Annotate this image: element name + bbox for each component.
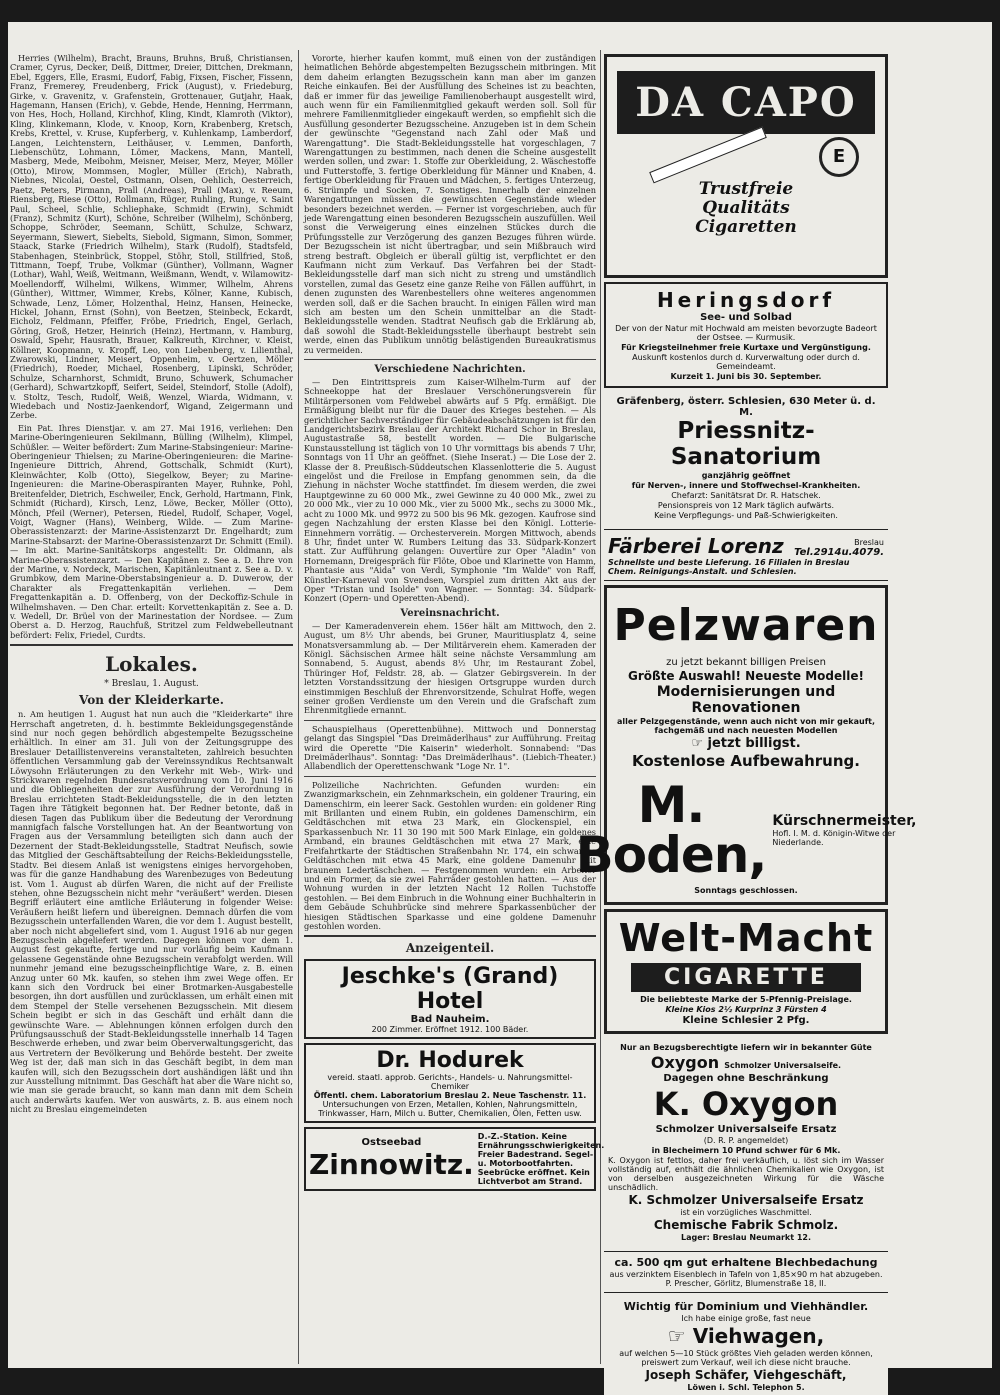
pointing-hand-icon: ☞ — [667, 1324, 686, 1348]
cigarette-icon — [649, 127, 767, 184]
viehwagen-addr: Löwen i. Schl. Telephon 5. — [687, 1383, 805, 1392]
slogan-line: Trustfreie — [698, 179, 794, 199]
heringsdorf-text: Auskunft kostenlos durch d. Kurverwaltung oder durch d. Gemeindeamt. — [632, 353, 860, 371]
oxygon-sub: Schmolzer Universalseife. — [724, 1061, 842, 1070]
ad-dacapo — [604, 54, 888, 278]
pelzwaren-price-note: jetzt billigst. — [707, 736, 801, 751]
priessnitz-title: Priessnitz-Sanatorium — [670, 418, 822, 470]
priessnitz-text: für Nerven-, innere und Stoffwechsel-Krankheiten. — [631, 481, 861, 490]
pelzwaren-title: Pelzwaren — [613, 600, 879, 651]
weltmacht-band: CIGARETTE — [631, 963, 861, 992]
section-divider — [10, 644, 293, 646]
news-items: — Den Eintrittspreis zum Kaiser-Wilhelm-Turm auf der Schneekoppe hat der Breslauer Verschönerungsverein für Militärpersonen vom Feldwebel abwärts auf 5 Pfg. ermäßigt. Die Ermäßigung bleibt nur für die Dauer des Krieges bestehen. — Als gerichtlicher Sachverständiger für Gebäudeabschätzungen ist für den Landgerichtsbezirk Breslau der Architekt Richard Schor in Breslau, Augustastraße 58, bestellt worden. — Die Bulgarische Kunstausstellung ist täglich von 10 Uhr vormittags bis abends 7 Uhr, Sonntags von 11 Uhr an geöffnet. (Siehe Inserat.) — Die Lose der 2. Klasse der 8. Preußisch-Süddeutschen Klassenlotterie die 5. August eingelöst und die Freilose in Empfang genommen sein, da die Ziehung in nächster Woche stattfindet. Im diesem werden, die zwei Hauptgewinne zu 60 000 Mk., zwei Gewinne zu 40 000 Mk., zwei zu 20 000 Mk., vier zu 10 000 Mk., vier zu 5000 Mk., sechs zu 3000 Mk., acht zu 1000 Mk. und 9972 zu 500 bis 96 Mk. gezogen. Kaufrose sind gegen Nachzahlung der ersten Klasse bei den Königl. Lotterie-Einnehmern vorrätig. — Orchesterverein. Morgen Mittwoch, abends 8 Uhr, findet unter W. Rumbers Leitung das 33. Südpark-Konzert statt. Zur Aufführung gelangen: Ouvertüre zur Oper "Aladin" von Hornemann, Dreigespräch für Flöte, Oboe und Klarinette von Hamm, Phantasie aus "Aida" von Verdi, Symphonie "Im Walde" von Raff, Künstler-Karneval von Svendsen, Vorspiel zum dritten Akt aus der Oper "Tristan und Isolde" von Wagner. — Sonntag: 34. Südpark-Konzert (Opern- und Operetten-Abend). — [304, 377, 596, 604]
ad-hotel — [304, 959, 596, 1039]
zinnowitz-name: Zinnowitz. — [309, 1148, 474, 1182]
heringsdorf-text: Für Kriegsteilnehmer freie Kurtaxe und Vergünstigung. — [621, 343, 871, 352]
viehwagen-title-line — [606, 1324, 886, 1348]
pelzwaren-text — [613, 736, 879, 751]
column-middle — [304, 53, 605, 1364]
boden-sunday: Sonntags geschlossen. — [694, 886, 798, 895]
oxygon-text: Schmolzer Universalseife Ersatz — [655, 1124, 837, 1135]
divider — [304, 776, 596, 777]
hotel-info: 200 Zimmer. Eröffnet 1912. 100 Bäder. — [371, 1025, 529, 1035]
priessnitz-text: Keine Verpflegungs- und Paß-Schwierigkeiten. — [654, 511, 838, 520]
heringsdorf-sub: See- und Solbad — [700, 312, 792, 323]
viehwagen-firm: Joseph Schäfer, Viehgeschäft, — [645, 1368, 847, 1382]
column-left — [10, 54, 293, 1364]
heringsdorf-season: Kurzeit 1. Juni bis 30. September. — [670, 372, 822, 381]
oxygon-text: ist ein vorzügliches Waschmittel. — [680, 1208, 812, 1217]
heringsdorf-title: Heringsdorf — [656, 288, 836, 312]
weltmacht-price: Kleine Schlesier 2 Pfg. — [682, 1015, 810, 1026]
ad-oxygon — [604, 1038, 888, 1247]
pelzwaren-text: aller Pelzgegenstände, wenn auch nicht von mir gekauft, fachgemäß und nach neuesten Modellen — [616, 717, 876, 735]
priessnitz-text: Chefarzt: Sanitätsrat Dr. R. Hatschek. — [671, 491, 821, 500]
graefenberg-line: Gräfenberg, österr. Schlesien, 630 Meter ü. d. M. — [616, 396, 876, 418]
promotion-notice: Ein Pat. Ihres Dienstjar. v. am 27. Mai 1916, verliehen: Den Marine-Oberingenieuren Sekilmann, Bülling (Wilhelm), Klimpel, Schüßler. — Weiter befördert: Zum Marine-Stabsingenieur: Marine-Oberingenieur Thielsen; zu Marine-Oberingenieuren: die Marine-Ingenieure Dittrich, Ahrend, Gottschalk, Schmidt (Kurt), Kleinwächter, Kolb (Otto), Siegelkow, Beyer; zu Marine-Ingenieuren: die Marine-Oberaspiranten Mayer, Ruhnke, Pohl, Breitenfelder, Dietrich, Eschweiler, Enck, Gerhold, Hartmann, Fink, Schmidt (Richard), Kirsch, Lenz, Löwe, Becker, Möller (Otto), Mönch, Pfeil (Werner), Petersen, Riedel, Rudolf, Schaper, Vogel, Voigt, Wagner (Hans), Weinberg, Wilde. — Zum Marine-Oberassistenzarzt: der Marine-Assistenzarzt Dr. Engelhardt; zum Marine-Stabsarzt: der Marine-Oberassistenzarzt Dr. Schmitt (Emil). — Im akt. Marine-Sanitätskorps angestellt: Dr. Oldmann, als Marine-Oberassistenzarzt. — Den Kapitänen z. See a. D. Ihre von der Marine, v. Nordeck, Marischen, Kapitänleutnant z. See a. D. v. Grumbkow, dem Marine-Oberstabsingenieur a. D. Duwerow, der Charakter als Fregattenkapitän verliehen. — Dem Fregattenkapitän a. D. Offenberg, von der Deckoffiz-Schule in Wilhelmshaven. — Den Char. erteilt: Korvettenkapitän z. See a. D. v. Wedell, Dr. Brüel von der Marinestation der Nordsee. — Zum Oberst a. D. Herzog, Rauchfuß, Stritzel zum Feldwebelleutnant befördert: Felix, Friedel, Curdts. — [10, 422, 293, 640]
priessnitz-text: Pensionspreis von 12 Mark täglich aufwärts. — [657, 501, 835, 510]
oxygon-text: Chemische Fabrik Schmolz. — [653, 1218, 839, 1232]
ad-viehwagen — [604, 1297, 888, 1395]
oxygon-text: (D. R. P. angemeldet) — [703, 1136, 789, 1145]
pointing-hand-icon: ☞ — [691, 736, 703, 751]
theater-news: Schauspielhaus (Operettenbühne). Mittwoch und Donnerstag gelangt das Singspiel "Das Dreimäderlhaus" zur Aufführung. Freitag wird die Operette "Die Kaiserin" wiederholt. Sonnabend: "Das Dreimäderlhaus". Sonntag: "Das Dreimäderlhaus". (Liebich-Theater.) Allabendlich der Operettenschwank "Loge Nr. 1". — [304, 723, 596, 772]
faerberei-line: Chem. Reinigungs-Anstalt. und Schlesien. — [608, 567, 797, 576]
hotel-name: Jeschke's (Grand) Hotel — [341, 964, 559, 1015]
hodurek-line3: Untersuchungen von Erzen, Metallen, Kohlen, Nahrungsmitteln, Trinkwasser, Harn, Milch u. Butter, Chemikalien, Ölen, Fetten usw. — [318, 1100, 582, 1119]
oxygon-text: Dagegen ohne Beschränkung — [663, 1073, 829, 1084]
personnel-list: Herries (Wilhelm), Bracht, Brauns, Bruhns, Bruß, Christiansen, Cramer, Cyrus, Decker, Deiß, Dittmer, Dreier, Dittchen, Drekmann, Ebel, Eggers, Elle, Erasmi, Eudorf, Fabig, Fixsen, Fischer, Fissenn, Franz, Fremerey, Freudenberg, Frick (August), v. Friedeburg, Girke, v. Gravenitz, v. Grafenstein, Grottenauer, Gutjahr, Haak, Hagemann, Hansen (Erich), v. Gebde, Hende, Henning, Herrmann, von Hes, Hoch, Holland, Kirchhof, Kling, Kindt, Klamroth (Viktor), Kling, Klinkemann, Klode, v. Knoop, Korn, Krabenberg, Kretsch, Krebs, Krettel, v. Kruse, Kupferberg, v. Kuhlenkamp, Lamberdorf, Langen, Leichtenstern, Leithäuser, v. Lemmen, Danforth, Liebenschütz, Lohmann, Lömer, Mackens, Mann, Mantell, Masberg, Mede, Meibohm, Meisner, Meiser, Merz, Meyer, Möller (Otto), Mirow, Mommsen, Mogler, Müller (Erich), Nabrath, Niebnes, Nicolai, Oestel, Ostmann, Olsen, Oehlich, Oesterreich, Paetz, Peters, Pirmann, Prall (Andreas), Prall (Max), v. Reeum, Riensberg, Riese (Otto), Rollmann, Rüger, Ruhling, Runge, v. Saint Paul, Scheel, Schlie, Schliephake, Schmidt (Erwin), Schmidt (Franz), Schmitz (Kurt), Schöne, Schreiber (Wilhelm), Schönberg, Schoppe, Schröder, Seemann, Schütt, Schulze, Schwarz, Seyermann, Siewert, Siebelts, Siebold, Sigmann, Simon, Sommer, Staack, Starke (Friedrich Wilhelm), Stark (Rudolf), Stadtsfeld, Stabenhagen, Steinbrück, Stoppel, Stöhr, Stoll, Stillfried, Stoß, Tittmann, Toepf, Trube, Volkmar (Günther), Vollmann, Wagner (Lothar), Wahl, Weiß, Weitmann, Weißmann, Wendt, v. Wilamowitz-Moellendorff, Wilhelmi, Wilkens, Wimmer, Wilhelm, Ahrens (Günther), Wittmer, Wimmer, Krebs, Kölner, Kanne, Kubisch, Schwade, Lenz, Lömer, Holzenthal, Heinz, Hansen, Heinecke, Hickel, Johann, Ernst (Sohn), von Beetzen, Steinbeck, Eckardt, Eicholz, Feldmann, Pfeiffer, Fröbe, Friedrich, Engel, Gerlach, Göring, Groß, Hetzer, Heinrich (Heinz), Hertmann, v. Hamburg, Oswald, Spehr, Hausrath, Brauer, Kalkreuth, Kirchner, v. Kleist, Köllner, Koopmann, v. Kropff, Leo, von Liebenberg, v. Lilienthal, Zwarowski, Lindner, Meisert, Oppenheim, v. Oertzen, Möller (Friedrich), Roeder, Michael, Rosenberg, Lipinski, Schröder, Schulze, Scharnhorst, Schmidt, Bruno, Schuwerk, Schumacher (Gerhard), Schwartzkopff, Seifert, Seidel, Steindorf, Stolle (Adolf), v. Stoltz, Tesch, Rudolf, Weiß, Wenzel, Wiarda, Widmann, v. Wiedebach und Nostiz-Jaenkendorf, Wigand, Zeigermann und Zerbe. — [10, 53, 293, 421]
dacapo-slogan — [611, 180, 881, 237]
section-title-verschiedenes: Verschiedene Nachrichten. — [374, 364, 526, 375]
oxygon-line — [608, 1053, 884, 1072]
column-right — [575, 54, 917, 1392]
faerberei-tel: Tel.2914u.4079. — [794, 547, 884, 558]
priessnitz-text: ganzjährig geöffnet — [701, 471, 791, 480]
divider — [304, 720, 596, 721]
section-title-anzeigen: Anzeigenteil. — [405, 941, 495, 956]
ad-pelzwaren — [575, 585, 917, 905]
ad-heringsdorf — [604, 282, 888, 388]
viehwagen-text: auf welchen 5—10 Stück größtes Vieh geladen werden können, preiswert zum Verkauf, weil ich diese nicht brauche. — [619, 1349, 873, 1367]
hodurek-line1: vereid. staatl. approb. Gerichts-, Handels- u. Nahrungsmittel-Chemiker — [327, 1073, 573, 1092]
slogan-line: Cigaretten — [695, 217, 797, 237]
blech-text: ca. 500 qm gut erhaltene Blechbedachung — [614, 1256, 878, 1269]
article-title: Von der Kleiderkarte. — [79, 693, 224, 708]
slogan-line: Qualitäts — [702, 198, 790, 218]
divider — [304, 935, 596, 937]
viehwagen-title: Viehwagen, — [692, 1324, 825, 1348]
dacapo-emblem: E — [819, 137, 859, 177]
heringsdorf-text: Der von der Natur mit Hochwald am meisten bevorzugte Badeort der Ostsee. — Kurmusik. — [615, 324, 877, 342]
column-rule — [298, 50, 299, 1364]
pelzwaren-text: Kostenlose Aufbewahrung. — [632, 752, 860, 770]
ad-zinnowitz — [304, 1127, 605, 1191]
hotel-place: Bad Nauheim. — [410, 1014, 490, 1026]
faerberei-city: Breslau — [854, 538, 884, 547]
faerberei-name: Färberei Lorenz — [608, 534, 784, 558]
boden-name: M. Boden, — [575, 776, 767, 884]
viehwagen-sub: Ich habe einige große, fast neue — [681, 1314, 811, 1323]
oxygon-text: Nur an Bezugsberechtigte liefern wir in bekannter Güte — [620, 1043, 872, 1052]
hodurek-line2: Öffentl. chem. Laboratorium Breslau 2. Neue Taschenstr. 11. — [313, 1091, 587, 1101]
oxygon-text: K. Oxygon ist fettlos, daher frei verkäuflich, u. löst sich im Wasser vollständig auf, enthält die ähnlichen Chemikalien wie Oxygon, ist von derselben ausgezeichneten Wirkung für die Wäsche unschädlich. — [608, 1156, 884, 1192]
section-title-vereins: Vereinsnachricht. — [400, 607, 500, 619]
oxygon-text: K. Schmolzer Universalseife Ersatz — [628, 1193, 864, 1207]
weltmacht-text: Die beliebteste Marke der 5-Pfennig-Preislage. — [640, 995, 852, 1004]
boden-details — [772, 813, 916, 847]
ad-faerberei — [604, 529, 888, 581]
ad-priessnitz — [604, 392, 888, 525]
viehwagen-head: Wichtig für Dominium und Viehhändler. — [623, 1300, 869, 1313]
pelzwaren-text: Größte Auswahl! Neueste Modelle! — [628, 669, 864, 683]
boden-sub: Hofl. I. M. d. Königin-Witwe der Niederlande. — [772, 829, 896, 847]
boden-title: Kürschnermeister, — [772, 813, 917, 829]
zinnowitz-logo — [309, 1137, 474, 1181]
zinnowitz-info: D.-Z.-Station. Keine Ernährungsschwierigkeiten. Freier Badestrand. Segel- u. Motorbootfahrten. Seebrücke eröffnet. Kein Lichtverbot am Strand. — [477, 1132, 605, 1187]
faerberei-header — [608, 534, 884, 558]
hodurek-name: Dr. Hodurek — [376, 1048, 524, 1074]
article-continued: Vororte, hierher kaufen kommt, muß einen von der zuständigen heimatlichen Behörde abgestempelten Bezugsschein mitbringen. Mit dem daheim erlangten Bezugsschein kann man aber im ganzen Reiche einkaufen. Bei der Ausfüllung des Scheines ist zu beachten, daß er immer für das jeweilige Familienoberhaupt ausgestellt wird, auch wenn für ein Familienmitglied gekauft werden soll. Soll für mehrere Familienmitglieder eingekauft werden, so empfiehlt sich die Ausfüllung gesonderter Bezugsscheine. Anzugeben ist in dem Schein der gewünschte "Gegenstand nach Zahl oder Maß und Warengattung". Die Stadt-Bekleidungsstelle hat vorgeschlagen, 7 Warengattungen zu bestimmen, nach denen die Scheine ausgestellt werden sollen, und zwar: 1. Stoffe zur Oberkleidung, 2. Wäschestoffe und Futterstoffe, 3. fertige Oberkleidung für Männer und Knaben, 4. fertige Oberkleidung für Frauen und Mädchen, 5. fertiges Unterzeug, 6. Strümpfe und Socken, 7. Sonstiges. Innerhalb der einzelnen Warengattungen müssen die gewünschten Gegenstände wieder besonders bezeichnet werden. — Ferner ist vorgeschrieben, auch für jede Warengattung einen besonderen Bezugsschein auszufüllen. Weil sonst die Verweigerung eines einzelnen Stückes durch die Prüfungsstelle zur Verzögerung des ganzen Bezuges führen würde. Der Bezugsschein ist nicht übertragbar, und sein Mißbrauch wird streng bestraft. Obgleich er überall gültig ist, verpflichtet er den Kaufmann nicht zum Verkauf. Das Verfahren bei der Stadt-Bekleidungsstelle darf man sich nicht zu streng und umständlich vorstellen, zumal das Gesetz eine ganze Reihe von Fällen aufführt, in denen zugunsten des Warenbestellers ohne weiteres angenommen werden soll, daß er die Sachen braucht. In einigen Fällen wird man sich am besten um den Schein unmittelbar an die Stadt-Bekleidungsstelle wenden. Stadtrat Neufisch gab die Erklärung ab, daß sowohl die Stadt-Bekleidungsstelle überhaupt bestrebt sein werde, einen das Publikum unnötig belästigenden Bureaukratismus zu vermeiden. — [304, 53, 596, 355]
dacapo-brand: DA CAPO — [617, 71, 875, 134]
faerberei-line: Schnellste und beste Lieferung. 16 Filialen in Breslau — [608, 558, 850, 567]
weltmacht-title: Welt-Macht — [618, 916, 874, 960]
boden-block — [575, 776, 917, 884]
ad-blech — [604, 1251, 888, 1293]
oxygon-name: Oxygon — [650, 1053, 720, 1072]
divider — [304, 359, 596, 360]
ostseebad-label: Ostseebad — [361, 1137, 422, 1149]
dateline: * Breslau, 1. August. — [104, 679, 199, 690]
faerberei-contact — [794, 538, 884, 558]
ad-hodurek — [304, 1043, 596, 1123]
article-body: n. Am heutigen 1. August hat nun auch die "Kleiderkarte" ihre Herrschaft angetreten, d. h. bestimmte Bekleidungsgegenstände sind nur noch gegen behördlich abgestempelte Bezugsscheine erhältlich. In einer am 31. Juli von der Zeitungsgruppe des Breslauer Detaillistenvereins veranstalteten, zahlreich besuchten öffentlichen Versammlung gab der Vereinssyndikus Rechtsanwalt Löwysohn Erläuterungen zu den Verkehr mit Web-, Wirk- und Strickwaren regelnden Bundesratsverordnung vom 10. Juni 1916 und die Obliegenheiten der zur Ausführung der Verordnung in Breslau errichteten Stadt-Bekleidungsstelle, die in den letzten Tagen ihre Tätigkeit begonnen hat. Der Redner betonte, daß in diesen Tagen das Publikum über die Bedeutung der Verordnung mannigfach falsche Vorstellungen hat. An der Beantwortung von Fragen aus der Versammlung beteiligten sich dann auch der Dezernent der Stadt-Bekleidungsstelle, Stadtrat Neufisch, sowie das Mitglied der Geschäftsabteilung der Reichs-Bekleidungsstelle, Stadtv. Bei diesem Anlaß ist wenigstens einiges hervorgehoben, was für die ganze Handhabung des Warenbezuges von Bedeutung ist. Vom 1. August ab dürfen Waren, die nicht auf der Freiliste stehen, ohne Bezugsschein nicht mehr "veräußert" werden. Diesen Begriff erläutert eine amtliche Erläuterung in folgender Weise: Veräußern heißt liefern und übereignen. Demnach dürfen die vom Bezugsschein unterfallenden Waren, die vor dem 1. August bestellt, aber noch nicht abgeliefert sind, vom 1. August 1916 ab nur gegen Bezugsschein abgeliefert werden. Dagegen können vor dem 1. August fest gekaufte, fertige und nur vorläufig beim Kaufmann gelassene Gegenstände ohne Bezugsschein verabfolgt werden. Will nunmehr jemand eine bezugsscheinpflichtige Ware, z. B. einen Anzug unter 60 Mk. kaufen, so stehen ihm zwei Wege offen. Er kann sich den Vordruck bei einer Brotmarken-Ausgabestelle besorgen, ihn dort ausfüllen und zurücklassen, um erhält einen mit dem Stempel der Stelle versehenen Bezugsschein. Mit diesem Schein begibt er sich in das Geschäft und erhält dann die gewünschte Ware. — Ablehnungen können erfolgen durch den Prüfungsausschuß der Stadt-Bekleidungsstelle innerhalb 14 Tagen Beschwerde erheben, und zwar beim Oberverwaltungsgericht, das aus Vertretern der Bevölkerung und Behörde besteht. Der zweite Weg ist der, daß man sich in das Geschäft begibt, in dem man kaufen will, sich den Bezugsschein dort aushändigen läßt und ihn zur Ausstellung mitnimmt. Das Geschäft hat aber die Ware nicht so, wie man sie gerade braucht, so kann man dann mit dem Schein auch anderwärts kaufen. Wer von auswärts, z. B. aus einem noch nicht zu Breslau eingemeindeten — [10, 709, 293, 1115]
blech-sub: aus verzinktem Eisenblech in Tafeln von 1,85×90 m hat abzugeben. P. Prescher, Görlitz, Blumenstraße 18, II. — [609, 1270, 883, 1288]
oxygon-text: in Blecheimern 10 Pfund schwer für 6 Mk. — [651, 1146, 841, 1155]
newspaper-page — [8, 22, 992, 1392]
weltmacht-sizes: Kleine Kios 2½ Kurprinz 3 Fürsten 4 — [665, 1005, 827, 1014]
club-news: — Der Kameradenverein ehem. 156er hält am Mittwoch, den 2. August, um 8½ Uhr abends, bei Gruner, Mauritiusplatz 4, seine Monatsversammlung ab. — Der Militärverein ehem. Kameraden der Königl. Sächsischen Armee hält seine nächste Versammlung am Sonnabend, 5. August, abends 8½ Uhr, im Restaurant Zobel, Thüringer Hof, Feldstr. 28, ab. — Glatzer Gebirgsverein. In der letzten Vorstandssitzung der hiesigen Ortsgruppe wurden durch einstimmigen Beschluß der Ehrenvorsitzende, Schulrat Hoffe, wegen seiner großen Verdienste um den Verein und die Grafschaft zum Ehrenmitgliede ernannt. — [304, 620, 596, 716]
oxygon-big: K. Oxygon — [653, 1085, 839, 1123]
ad-weltmacht — [604, 909, 888, 1034]
pelzwaren-text: Modernisierungen und Renovationen — [656, 684, 836, 716]
pelzwaren-text: zu jetzt bekannt billigen Preisen — [666, 657, 826, 668]
oxygon-text: Lager: Breslau Neumarkt 12. — [680, 1233, 812, 1242]
section-title-lokales: Lokales. — [105, 652, 198, 677]
police-news: Polizeiliche Nachrichten. Gefunden wurden: ein Zwanzigmarkschein, ein Zehnmarkschein, ein goldener Trauring, ein Damenschirm, ein leerer Sack. Gestohlen wurden: ein goldener Ring mit Brillanten und einem Rubin, ein goldenes Damenschirm, ein Geldtäschchen mit etwa 23 Mark, ein Glockenspiel, ein Sparkassenbuch Nr. 11 30 190 mit 500 Mark Einlage, ein goldenes Armband, ein braunes Geldtäschchen mit etwa 27 Mark, eine Freifahrtkarte der Städtischen Straßenbahn Nr. 174, ein schwarzes Geldtäschchen mit etwa 45 Mark, eine goldene Damenuhr mit braunem Ledertäschchen. — Festgenommen wurden: ein Arbeiter und ein Former, da sie zwei Fahrräder gestohlen hatten. — Aus der Wohnung wurden in der letzten Nacht 12 Rollen Tuchstoffe gestohlen. — Bei dem Einbruch in die Wohnung einer Buchhalterin in dem Gebäude Schuhbrücke sind mehrere Sparkassenbücher der hiesigen Städtischen Sparkasse und eine goldene Damenuhr gestohlen worden. — [304, 779, 596, 931]
